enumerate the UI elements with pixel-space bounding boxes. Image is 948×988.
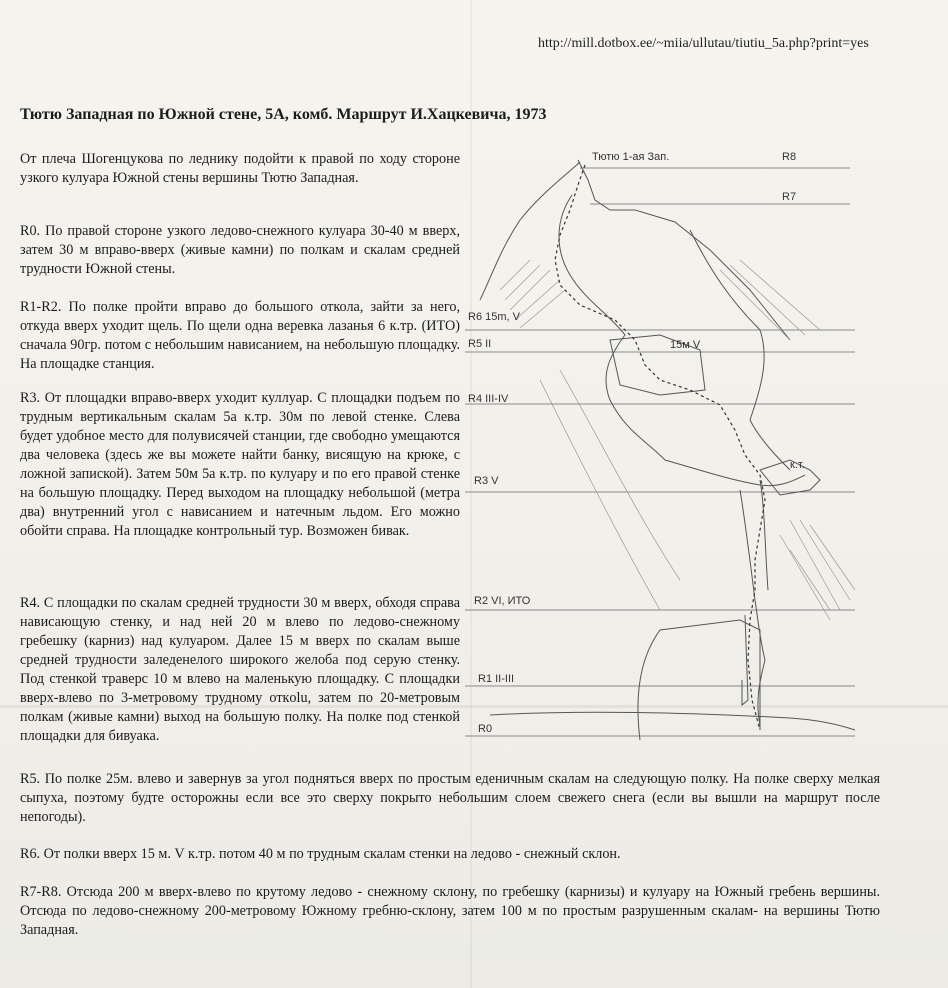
page-title: Тютю Западная по Южной стене, 5А, комб. Маршрут И.Хацкевича, 1973 (20, 106, 547, 123)
label-r8: R8 (782, 151, 797, 163)
paragraph-r0: R0. По правой стороне узкого ледово-снежного кулуара 30-40 м вверх, затем 30 м вправо-вверх (живые камни) по полкам и скалам средней трудности Южной стены. (20, 223, 460, 277)
face-right-sketch (690, 230, 790, 470)
label-note: 15м V (670, 339, 701, 351)
summit-label: Тютю 1-ая Зап. (592, 151, 670, 163)
label-r4: R4 III-IV (468, 393, 509, 405)
paragraph-r3: R3. От площадки вправо-вверх уходит куллуар. С площадки подъем по трудным вертикальным скалам 5а к.тр. 30м по левой стенке. Слева будет удобное место для полувисячей станции, где свободно умещаются два человека (здесь же вы можете найти банку, висящую на крюке, с ложной запиской). Затем 50м 5а к.тр. по кулуару и по его правой стенке на большую площадку. Перед выходом на площадку небольшой (метра два) внутренний угол с нависанием и натечным льдом. Его можно обойти справа. На площадке контрольный тур. Возможен бивак. (20, 390, 460, 539)
ridge-sketch (480, 162, 580, 300)
label-r0: R0 (478, 723, 493, 735)
route-topo-diagram (460, 140, 948, 760)
label-kt: к.т. (790, 459, 805, 471)
label-r6: R6 15m, V (468, 311, 520, 323)
paragraph-intro: От плеча Шогенцукова по леднику подойти к правой по ходу стороне узкого кулуара Южной стены вершины Тютю Западная. (20, 151, 460, 186)
label-r2: R2 VI, ИТО (474, 595, 531, 607)
snow-hatching-mid (720, 260, 820, 340)
paragraph-r4: R4. С площадки по скалам средней трудности 30 м вверх, обходя справа нависающую стенку, и над ней 20 м влево по ледово-снежному гребешку (карниз) над кулуаром. Далее 15 м вверх по скалам выше средней трудности заледенелого широкого желоба под серую стенку. Под стенкой траверс 10 м влево на маленькую площадку. С площадки вверх-влево по 3-метровому трудному откolu, затем по 20-метровым полкам (живые камни) выход на большую полку. На полке под стенкой площадки для бивуака. (20, 595, 460, 744)
paragraph-r6: R6. От полки вверх 15 м. V к.тр. потом 40 м по трудным скалам стенки на ледово - снежный склон. (20, 846, 621, 862)
snow-hatching-right (780, 520, 855, 620)
label-r1: R1 II-III (478, 673, 515, 685)
slope-sketch (540, 370, 680, 610)
couloir-right-sketch (760, 480, 768, 590)
paragraph-r5: R5. По полке 25м. влево и завернув за угол подняться вверх по простым еденичным скалам на следующую полку. На полке сверху мелкая сыпуха, поэтому будте осторожны если все это сверху покрыто небольшим слоем свежего снега (если вы вышли на маршрут после непогоды). (20, 771, 880, 825)
crack-sketch (742, 615, 748, 705)
base-ledge-sketch (490, 712, 855, 730)
paragraph-r7-r8: R7-R8. Отсюда 200 м вверх-влево по крутому ледово - снежному склону, по гребешку (карнизы) и кулуару на Южный гребень вершины. Отсюда по ледово-снежному 200-метровому Южному гребню-склону, затем 100 м по простым разрушенным скалам- на вершины Тютю Западная. (20, 884, 880, 938)
label-r7: R7 (782, 191, 797, 203)
label-r3: R3 V (474, 475, 499, 487)
paragraph-r1-r2: R1-R2. По полке пройти вправо до большого откола, зайти за него, откуда вверх уходит щель. По щели одна веревка лазанья 6 к.тр. (ИТО) сначала 90гр. потом с небольшим нависанием, на небольшую площадку. На площадке станция. (20, 299, 460, 372)
label-r5: R5 II (468, 338, 492, 350)
print-url: http://mill.dotbox.ee/~miia/ullutau/tiutiu_5a.php?print=yes (538, 36, 869, 51)
route-line (555, 165, 765, 730)
summit-sketch (578, 160, 790, 340)
